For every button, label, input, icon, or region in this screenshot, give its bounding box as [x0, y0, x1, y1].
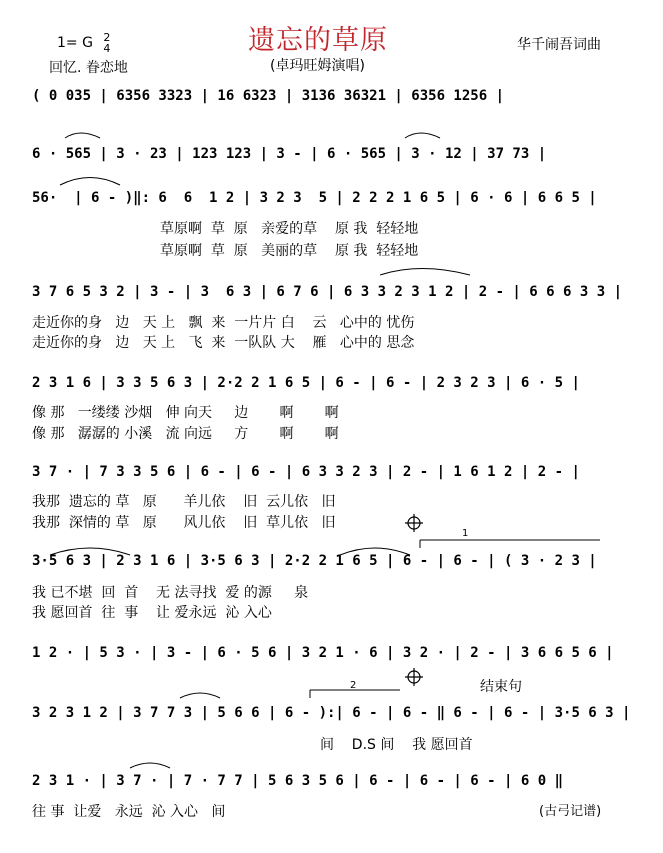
- lyric-line-3a: 草原啊 草 原 亲爱的草 原 我 轻轻地: [160, 221, 419, 237]
- coda-icon: [405, 668, 423, 686]
- meter-top: 2: [103, 31, 111, 44]
- score-line-5: 2 3 1 6 | 3 3 5 6 3 | 2·2 2 1 6 5 | 6 - | 6 - | 2 3 2 3 | 6 · 5 |: [32, 375, 580, 391]
- score-line-9: 3 2 3 1 2 | 3 7 7 3 | 5 6 6 | 6 - ):| 6 - | 6 - ‖ 6 - | 6 - | 3·5 6 3 |: [32, 705, 631, 721]
- lyric-line-6a: 我那 遗忘的 草 原 羊儿依 旧 云儿依 旧: [32, 494, 336, 510]
- lyric-line-6b: 我那 深情的 草 原 风儿依 旧 草儿依 旧: [32, 515, 336, 531]
- score-line-2: 6 · 565 | 3 · 23 | 123 123 | 3 - | 6 · 565 | 3 · 12 | 37 73 |: [32, 146, 547, 162]
- lyric-line-5b: 像 那 潺潺的 小溪 流 向远 方 啊 啊: [32, 426, 339, 442]
- score-line-3: 56· | 6 - )‖: 6 6 1 2 | 3 2 3 5 | 2 2 2 1 6 5 | 6 · 6 | 6 6 5 |: [32, 190, 597, 206]
- triplet-bracket: [405, 133, 440, 138]
- triplet-bracket: [65, 133, 100, 138]
- score-line-10: 2 3 1 · | 3 7 · | 7 · 7 7 | 5 6 3 5 6 | 6 - | 6 - | 6 - | 6 0 ‖: [32, 773, 564, 789]
- slur: [380, 269, 470, 276]
- ending-2-number: 2: [350, 680, 357, 691]
- coda-label: 结束句: [480, 679, 522, 695]
- lyric-line-10: 往 事 让爱 永远 沁 入心 间: [32, 804, 226, 820]
- score-line-1: ( 0 035 | 6356 3323 | 16 6323 | 3136 36321 | 6356 1256 |: [32, 88, 505, 104]
- lyric-line-7b: 我 愿回首 往 事 让 爱永远 沁 入心: [32, 605, 272, 621]
- lyric-line-5a: 像 那 一缕缕 沙烟 伸 向天 边 啊 啊: [32, 405, 339, 421]
- expression-mark: 回忆. 眷恋地: [49, 60, 128, 76]
- key-text: 1= G: [57, 35, 93, 51]
- meter-bottom: 4: [103, 42, 111, 55]
- slur: [340, 548, 410, 555]
- slur: [50, 548, 130, 555]
- score-line-6: 3 7 · | 7 3 3 5 6 | 6 - | 6 - | 6 3 3 2 3 | 2 - | 1 6 1 2 | 2 - |: [32, 464, 580, 480]
- author-credit: 华千闹吾词曲: [517, 37, 601, 53]
- lyric-line-4a: 走近你的身 边 天 上 飘 来 一片片 白 云 心中的 忧伤: [32, 315, 415, 331]
- slur: [130, 763, 170, 768]
- song-title: 遗忘的草原: [248, 25, 388, 56]
- ending-1-number: 1: [462, 528, 469, 539]
- lyric-line-4b: 走近你的身 边 天 上 飞 来 一队队 大 雁 心中的 思念: [32, 335, 415, 351]
- lyric-line-9: 间 D.S 间 我 愿回首: [320, 737, 473, 753]
- score-line-7: 3·5 6 3 | 2 3 1 6 | 3·5 6 3 | 2·2 2 1 6 5 | 6 - | 6 - | ( 3 · 2 3 |: [32, 553, 597, 569]
- score-line-8: 1 2 · | 5 3 · | 3 - | 6 · 5 6 | 3 2 1 · 6 | 3 2 · | 2 - | 3 6 6 5 6 |: [32, 645, 614, 661]
- slur: [180, 693, 220, 698]
- score-line-4: 3 7 6 5 3 2 | 3 - | 3 6 3 | 6 7 6 | 6 3 3 2 3 1 2 | 2 - | 6 6 6 3 3 |: [32, 284, 623, 300]
- slur: [60, 178, 120, 186]
- lyric-line-3b: 草原啊 草 原 美丽的草 原 我 轻轻地: [160, 243, 419, 259]
- singer-credit: (卓玛旺姆演唱): [270, 58, 365, 74]
- coda-icon: [405, 514, 423, 532]
- transcriber-credit: (古弓记谱): [539, 804, 602, 819]
- lyric-line-7a: 我 已不堪 回 首 无 法寻找 爱 的源 泉: [32, 585, 309, 601]
